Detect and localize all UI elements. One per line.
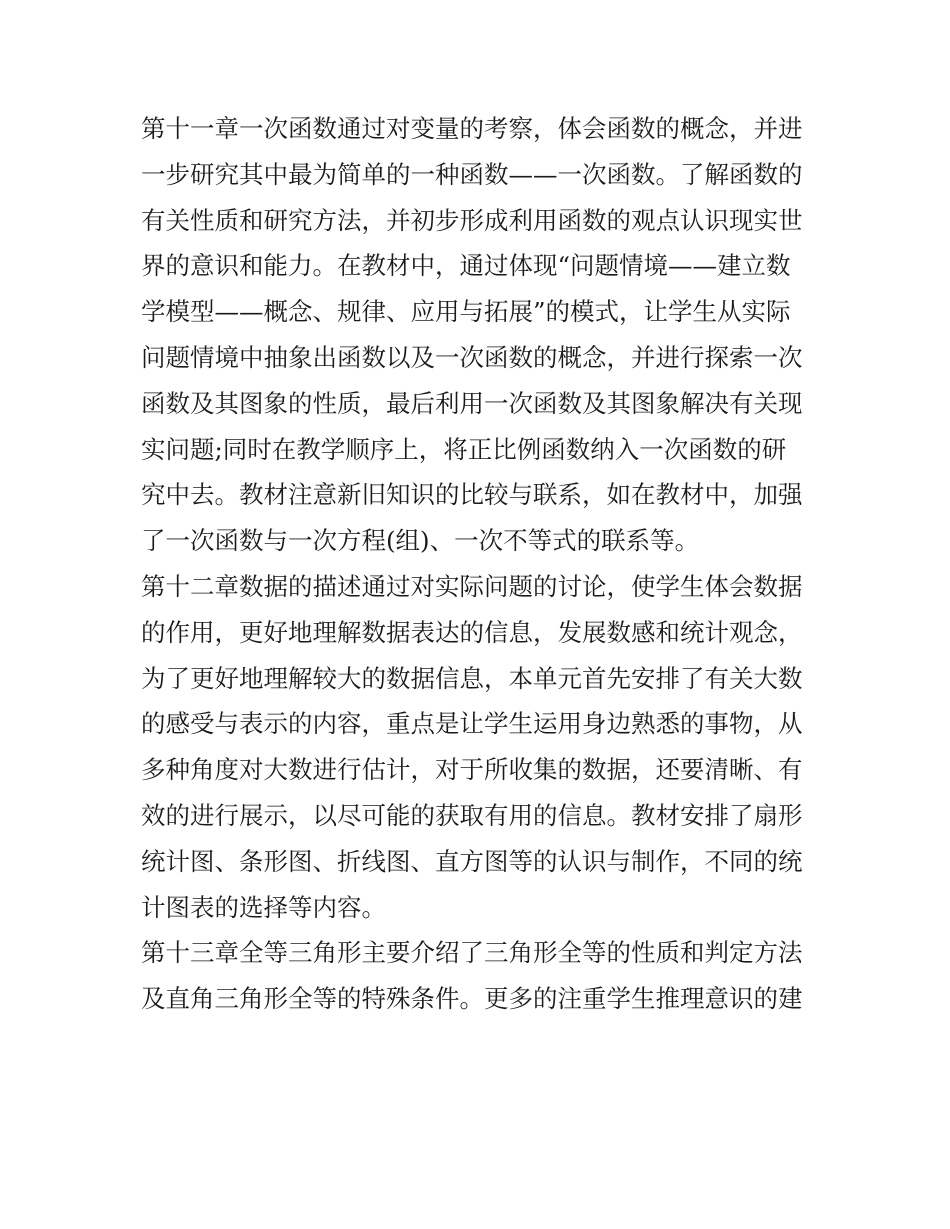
document-body-text (141, 106, 813, 1022)
text-line: 为了更好地理解较大的数据信息，本单元首先安排了有关大数 (141, 663, 803, 693)
text-line: 问题情境中抽象出函数以及一次函数的概念，并进行探索一次 (141, 342, 803, 372)
text-line: 计图表的选择等内容。 (141, 892, 386, 922)
text-line: 第十二章数据的描述通过对实际问题的讨论，使学生体会数据 (141, 571, 803, 601)
text-line: 第十三章全等三角形主要介绍了三角形全等的性质和判定方法 (141, 938, 803, 968)
text-line: 界的意识和能力。在教材中，通过体现“问题情境——建立数 (141, 251, 791, 281)
text-line: 多种角度对大数进行估计，对于所收集的数据，还要清晰、有 (141, 755, 803, 785)
text-line: 有关性质和研究方法，并初步形成利用函数的观点认识现实世 (141, 205, 803, 235)
text-line: 一步研究其中最为简单的一种函数——一次函数。了解函数的 (141, 159, 803, 189)
text-line: 了一次函数与一次方程(组)、一次不等式的联系等。 (141, 526, 700, 556)
text-line: 函数及其图象的性质，最后利用一次函数及其图象解决有关现 (141, 388, 803, 418)
text-line: 实问题;同时在教学顺序上，将正比例函数纳入一次函数的研 (141, 434, 787, 464)
text-line: 及直角三角形全等的特殊条件。更多的注重学生推理意识的建 (141, 984, 803, 1014)
text-line: 究中去。教材注意新旧知识的比较与联系，如在教材中，加强 (141, 480, 803, 510)
text-line: 效的进行展示，以尽可能的获取有用的信息。教材安排了扇形 (141, 800, 803, 830)
text-line: 的感受与表示的内容，重点是让学生运用身边熟悉的事物，从 (141, 709, 803, 739)
text-line: 统计图、条形图、折线图、直方图等的认识与制作，不同的统 (141, 846, 803, 876)
text-line: 学模型——概念、规律、应用与拓展”的模式，让学生从实际 (141, 297, 791, 327)
text-line: 第十一章一次函数通过对变量的考察，体会函数的概念，并进 (141, 114, 803, 143)
text-line: 的作用，更好地理解数据表达的信息，发展数感和统计观念， (141, 617, 803, 647)
